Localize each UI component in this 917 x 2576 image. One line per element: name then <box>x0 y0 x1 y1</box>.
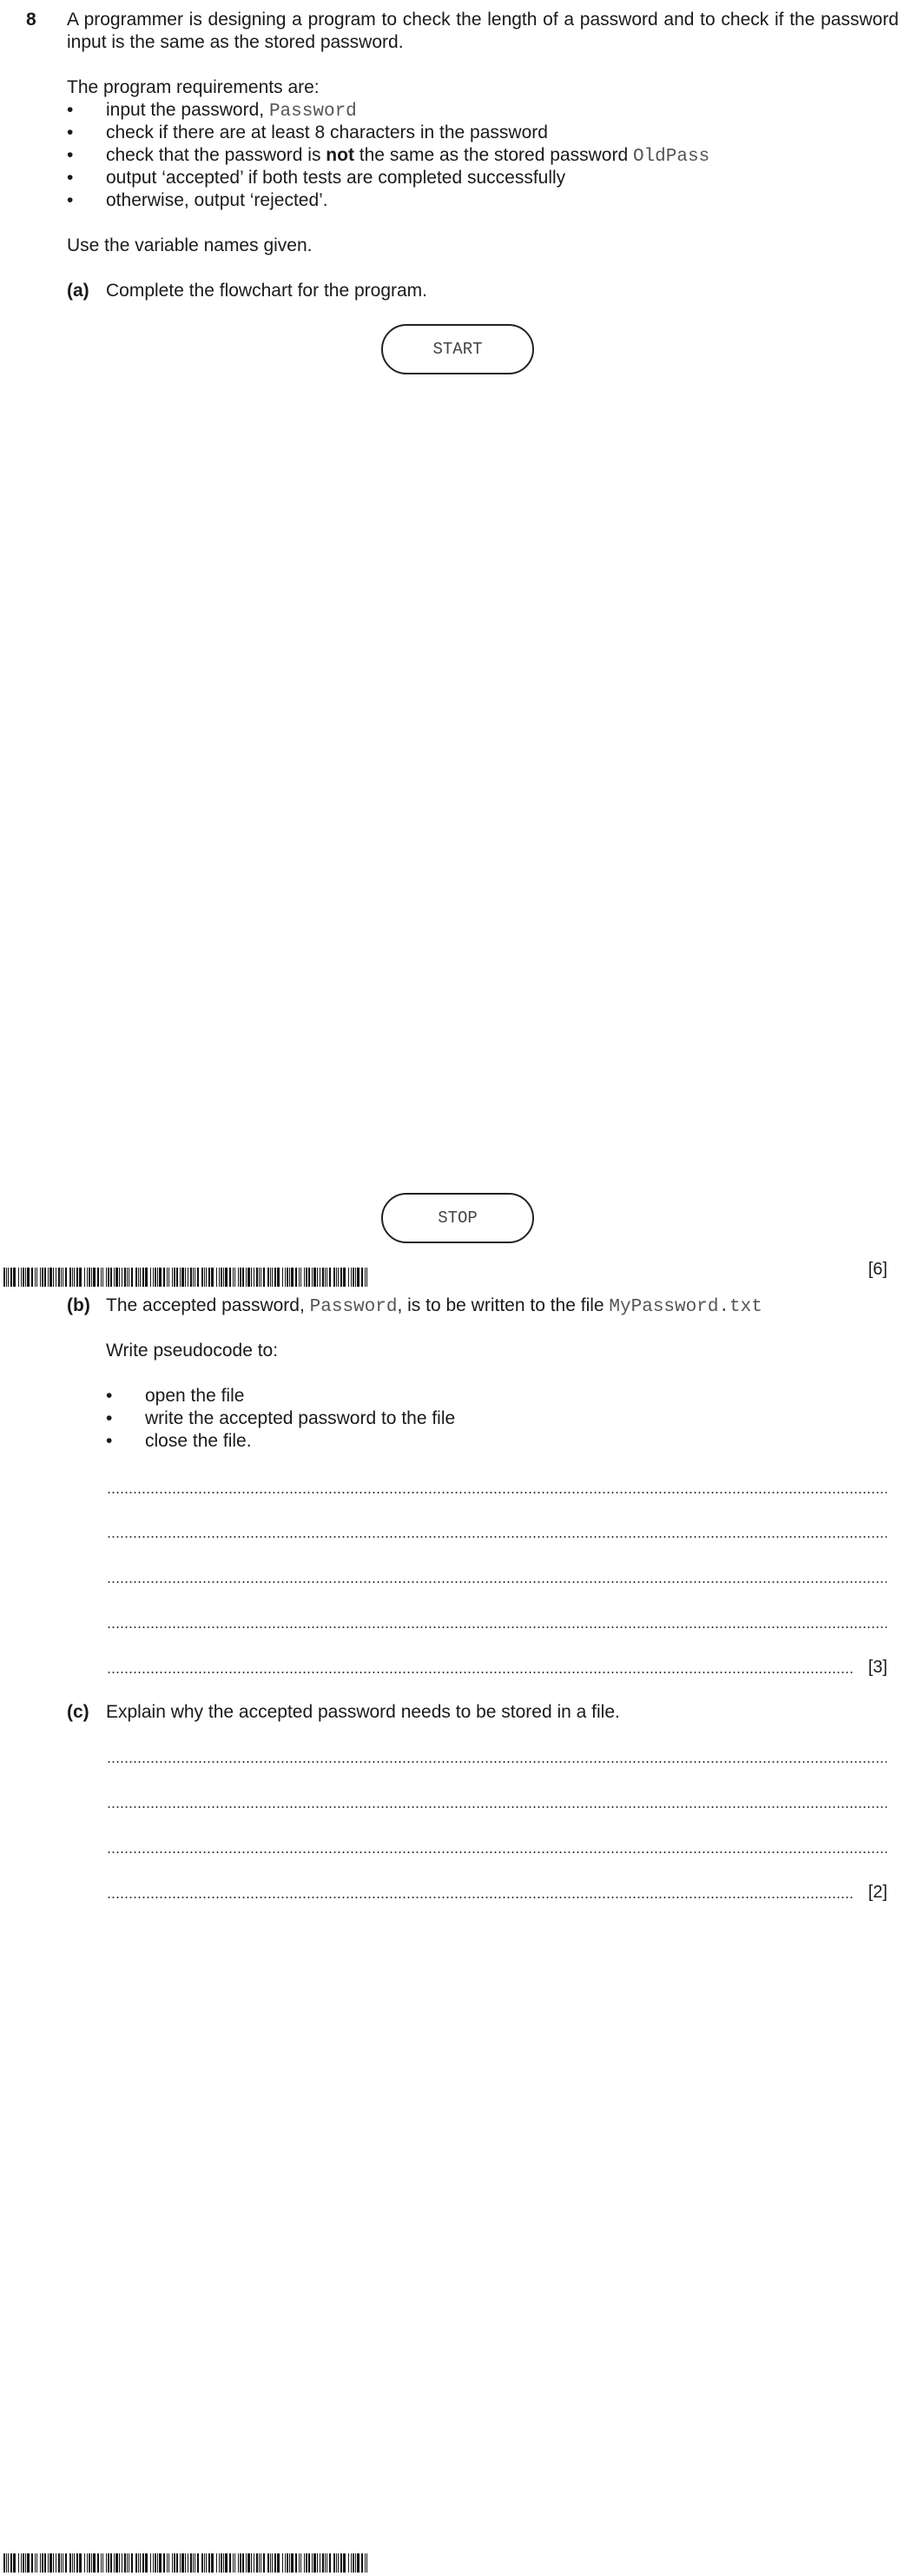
barcode-bar <box>127 2553 128 2573</box>
barcode-bar <box>72 1268 73 1287</box>
barcode-bar <box>140 2553 141 2573</box>
variable-oldpass: OldPass <box>632 147 710 167</box>
requirement-item: • output ‘accepted’ if both tests are completed successfully <box>67 168 566 188</box>
barcode-bar <box>190 2553 192 2573</box>
barcode-bar <box>180 1268 181 1287</box>
barcode-bar <box>65 2553 67 2573</box>
variable-password: Password <box>268 102 357 122</box>
requirements-title: The program requirements are: <box>67 77 320 97</box>
question-intro: A programmer is designing a program to check the length of a password and to check if the password input is the same as the stored password. <box>67 10 899 52</box>
requirement-item: • otherwise, output ‘rejected’. <box>67 190 328 210</box>
answer-line[interactable] <box>107 1672 854 1673</box>
barcode-bar <box>270 1268 271 1287</box>
list-item: • close the file. <box>106 1431 252 1451</box>
barcode-bar <box>84 2553 85 2573</box>
barcode-bar <box>21 1268 22 1287</box>
requirement-item: • check that the password is not the same as the stored password OldPass <box>67 145 710 167</box>
barcode-bar <box>259 2553 260 2573</box>
barcode-bar <box>289 1268 290 1287</box>
barcode-bar <box>355 2553 356 2573</box>
barcode-bar <box>61 1268 62 1287</box>
bullet-icon: • <box>67 145 74 165</box>
answer-line[interactable] <box>107 1761 887 1763</box>
barcode-bar <box>312 2553 313 2573</box>
barcode-bar <box>65 1268 67 1287</box>
barcode-bar <box>282 2553 283 2573</box>
requirements-list <box>67 99 709 212</box>
barcode-bar <box>97 1268 99 1287</box>
barcode-bar <box>272 2553 273 2573</box>
barcode-bar <box>102 1268 103 1287</box>
barcode-bar <box>153 2553 154 2573</box>
barcode-bar <box>69 2553 71 2573</box>
barcode-bar <box>108 2553 109 2573</box>
barcode-bar <box>172 2553 173 2573</box>
barcode-bar <box>142 2553 144 2573</box>
answer-line[interactable] <box>107 1581 887 1583</box>
barcode-bar <box>159 2553 162 2573</box>
barcode-bar <box>247 1268 250 1287</box>
barcode-bar <box>267 1268 269 1287</box>
barcode-bar <box>102 2553 103 2573</box>
barcode-bar <box>251 1268 252 1287</box>
barcode-bar <box>197 1268 199 1287</box>
barcode-bar <box>119 1268 120 1287</box>
barcode-bar <box>44 2553 46 2573</box>
barcode-bar <box>53 2553 54 2573</box>
barcode-bar <box>36 2553 37 2573</box>
barcode-bar <box>336 2553 337 2573</box>
barcode-bar <box>167 2553 168 2573</box>
barcode-bar <box>87 1268 88 1287</box>
bullet-icon: • <box>67 190 74 210</box>
barcode-bar <box>8 1268 9 1287</box>
barcode-bar <box>61 2553 62 2573</box>
barcode-bar <box>206 2553 207 2573</box>
barcode-bar <box>185 2553 186 2573</box>
part-a-text: Complete the flowchart for the program. <box>106 281 428 301</box>
barcode-bar <box>238 2553 239 2573</box>
barcode-bar <box>353 1268 354 1287</box>
barcode-bar <box>74 1268 75 1287</box>
part-b-instruction: Write pseudocode to: <box>106 1341 279 1361</box>
barcode-bar <box>366 2553 367 2573</box>
barcode-bar <box>366 1268 367 1287</box>
barcode-bar <box>131 1268 133 1287</box>
barcode-bar <box>333 2553 335 2573</box>
barcode-bar <box>25 2553 26 2573</box>
barcode-bar <box>289 2553 290 2573</box>
barcode-bar <box>79 1268 82 1287</box>
barcode-bar <box>242 2553 244 2573</box>
part-c-marks: [2] <box>868 1883 887 1902</box>
answer-line[interactable] <box>107 1492 887 1493</box>
barcode-bar <box>285 1268 286 1287</box>
barcode-bar <box>35 2553 36 2573</box>
barcode-bar <box>157 1268 158 1287</box>
barcode-bar <box>124 2553 126 2573</box>
barcode-bar <box>277 1268 280 1287</box>
barcode-bar <box>197 2553 199 2573</box>
barcode-bar <box>267 2553 269 2573</box>
barcode-bar <box>208 2553 210 2573</box>
bullet-icon: • <box>106 1431 113 1451</box>
barcode-bar <box>287 1268 288 1287</box>
barcode-bar <box>322 1268 324 1287</box>
barcode-bar <box>204 2553 205 2573</box>
barcode-bar <box>176 1268 178 1287</box>
part-a-label: (a) <box>67 281 89 301</box>
barcode-bar <box>138 1268 139 1287</box>
barcode-bar <box>23 2553 24 2573</box>
barcode-bar <box>308 1268 310 1287</box>
barcode-bar <box>256 2553 258 2573</box>
barcode-bar <box>225 2553 228 2573</box>
barcode-bar <box>23 1268 24 1287</box>
barcode-bar <box>135 1268 137 1287</box>
barcode-bar <box>40 1268 41 1287</box>
barcode-bar <box>48 2553 49 2573</box>
barcode-bar <box>58 1268 60 1287</box>
barcode-bar <box>246 2553 247 2573</box>
barcode-bar <box>365 2553 366 2573</box>
barcode-bar <box>295 1268 297 1287</box>
barcode-bar <box>300 2553 301 2573</box>
barcode-bar <box>10 1268 12 1287</box>
barcode-bar <box>365 1268 366 1287</box>
barcode-bar <box>25 1268 26 1287</box>
barcode-bar <box>219 2553 220 2573</box>
barcode-bar <box>93 2553 96 2573</box>
barcode-bar <box>168 1268 169 1287</box>
variable-password: Password <box>309 1297 398 1317</box>
barcode-bar <box>304 1268 305 1287</box>
bullet-icon: • <box>67 100 74 120</box>
barcode-bar <box>201 1268 203 1287</box>
barcode-bar <box>76 2553 78 2573</box>
barcode-bar <box>263 1268 265 1287</box>
barcode-bar <box>153 1268 154 1287</box>
barcode-bar <box>206 1268 207 1287</box>
part-a-marks: [6] <box>868 1260 887 1279</box>
part-c-label: (c) <box>67 1702 89 1722</box>
barcode-bar <box>119 2553 120 2573</box>
barcode-bar <box>157 2553 158 2573</box>
barcode-bar <box>27 2553 30 2573</box>
barcode-bar <box>168 2553 169 2573</box>
barcode-bar <box>18 1268 19 1287</box>
barcode-bar <box>176 2553 178 2573</box>
barcode-bar <box>240 1268 241 1287</box>
question-number: 8 <box>26 10 36 30</box>
barcode-bar <box>361 1268 363 1287</box>
barcode-bar <box>91 1268 92 1287</box>
barcode-bar <box>167 1268 168 1287</box>
barcode-bar <box>110 2553 112 2573</box>
barcode-bar <box>299 1268 300 1287</box>
barcode-bar <box>216 2553 217 2573</box>
barcode-bar <box>221 2553 222 2573</box>
barcode-bar <box>44 1268 46 1287</box>
barcode-bar <box>84 1268 85 1287</box>
barcode-bar <box>313 2553 316 2573</box>
barcode-bar <box>72 2553 73 2573</box>
barcode-bar <box>155 2553 156 2573</box>
part-b-text: The accepted password, Password, is to be written to the file MyPassword.txt <box>106 1295 762 1317</box>
barcode-bar <box>135 2553 137 2573</box>
barcode-bar <box>101 2553 102 2573</box>
barcode-bar <box>6 2553 7 2573</box>
barcode-bar <box>115 1268 118 1287</box>
barcode-bar <box>174 1268 175 1287</box>
barcode-bar <box>285 2553 286 2573</box>
barcode-bar <box>48 1268 49 1287</box>
barcode-bar <box>155 1268 156 1287</box>
barcode-bar <box>325 2553 326 2573</box>
barcode-bar <box>300 1268 301 1287</box>
barcode-bar <box>351 2553 352 2573</box>
barcode-bar <box>274 1268 276 1287</box>
barcode-bar <box>219 1268 220 1287</box>
bullet-icon: • <box>67 123 74 142</box>
barcode-bar <box>223 2553 224 2573</box>
barcode-bar <box>131 2553 133 2573</box>
barcode-bar <box>240 2553 241 2573</box>
barcode-bar <box>317 1268 318 1287</box>
barcode-bar <box>13 1268 16 1287</box>
barcode-bar <box>329 2553 331 2573</box>
barcode-bar <box>97 2553 99 2573</box>
barcode-bar <box>234 1268 235 1287</box>
flowchart-start-terminator: START <box>381 324 534 374</box>
answer-line[interactable] <box>107 1897 854 1898</box>
answer-line[interactable] <box>107 1536 887 1538</box>
barcode-bar <box>208 1268 210 1287</box>
barcode-bar <box>180 2553 181 2573</box>
barcode-bar <box>87 2553 88 2573</box>
barcode-bar <box>124 1268 126 1287</box>
barcode-bar <box>322 2553 324 2573</box>
variable-note: Use the variable names given. <box>67 235 313 255</box>
barcode-bar <box>317 2553 318 2573</box>
barcode-bar <box>3 2553 5 2573</box>
barcode-bar <box>247 2553 250 2573</box>
page-barcode <box>3 1268 372 1287</box>
barcode-bar <box>348 2553 349 2573</box>
answer-line[interactable] <box>107 1851 887 1853</box>
barcode-bar <box>355 1268 356 1287</box>
barcode-bar <box>229 2553 231 2573</box>
barcode-bar <box>150 1268 151 1287</box>
barcode-bar <box>251 2553 252 2573</box>
barcode-bar <box>110 1268 112 1287</box>
barcode-bar <box>299 2553 300 2573</box>
barcode-bar <box>343 1268 346 1287</box>
barcode-bar <box>193 1268 194 1287</box>
barcode-bar <box>101 1268 102 1287</box>
barcode-bar <box>353 2553 354 2573</box>
barcode-bar <box>89 1268 90 1287</box>
barcode-bar <box>216 1268 217 1287</box>
barcode-bar <box>201 2553 203 2573</box>
part-b-marks: [3] <box>868 1658 887 1677</box>
barcode-bar <box>138 2553 139 2573</box>
barcode-bar <box>69 1268 71 1287</box>
barcode-bar <box>115 2553 118 2573</box>
barcode-bar <box>31 1268 33 1287</box>
requirement-item: • check if there are at least 8 characters in the password <box>67 123 548 142</box>
barcode-bar <box>329 1268 331 1287</box>
barcode-bar <box>145 1268 148 1287</box>
barcode-bar <box>181 2553 184 2573</box>
barcode-bar <box>13 2553 16 2573</box>
barcode-bar <box>348 1268 349 1287</box>
barcode-bar <box>234 2553 235 2573</box>
barcode-bar <box>174 2553 175 2573</box>
barcode-bar <box>306 1268 307 1287</box>
barcode-bar <box>140 1268 141 1287</box>
barcode-bar <box>270 2553 271 2573</box>
barcode-bar <box>238 1268 239 1287</box>
barcode-bar <box>304 2553 305 2573</box>
barcode-bar <box>287 2553 288 2573</box>
barcode-bar <box>21 2553 22 2573</box>
barcode-bar <box>211 1268 214 1287</box>
barcode-bar <box>108 1268 109 1287</box>
barcode-bar <box>225 1268 228 1287</box>
barcode-bar <box>336 1268 337 1287</box>
barcode-bar <box>282 1268 283 1287</box>
barcode-bar <box>40 2553 41 2573</box>
barcode-bar <box>295 2553 297 2573</box>
barcode-bar <box>18 2553 19 2573</box>
flowchart-stop-terminator: STOP <box>381 1193 534 1243</box>
barcode-bar <box>357 1268 360 1287</box>
barcode-bar <box>53 1268 54 1287</box>
barcode-bar <box>193 2553 194 2573</box>
barcode-bar <box>223 1268 224 1287</box>
barcode-bar <box>277 2553 280 2573</box>
bullet-icon: • <box>67 168 74 188</box>
barcode-bar <box>361 2553 363 2573</box>
barcode-bar <box>3 1268 5 1287</box>
barcode-bar <box>6 1268 7 1287</box>
barcode-bar <box>263 2553 265 2573</box>
barcode-bar <box>272 1268 273 1287</box>
barcode-bar <box>357 2553 360 2573</box>
barcode-bar <box>49 1268 52 1287</box>
barcode-bar <box>221 1268 222 1287</box>
barcode-bar <box>127 1268 128 1287</box>
part-c-text: Explain why the accepted password needs to be stored in a file. <box>106 1702 620 1722</box>
barcode-bar <box>79 2553 82 2573</box>
part-b-label: (b) <box>67 1295 90 1315</box>
barcode-bar <box>233 1268 234 1287</box>
list-item: • open the file <box>106 1386 245 1406</box>
barcode-bar <box>325 1268 326 1287</box>
barcode-bar <box>306 2553 307 2573</box>
barcode-bar <box>233 2553 234 2573</box>
barcode-bar <box>106 1268 107 1287</box>
barcode-bar <box>10 2553 12 2573</box>
barcode-bar <box>259 1268 260 1287</box>
barcode-bar <box>172 1268 173 1287</box>
requirement-item: • input the password, Password <box>67 100 357 122</box>
barcode-bar <box>8 2553 9 2573</box>
barcode-bar <box>114 2553 115 2573</box>
barcode-bar <box>185 1268 186 1287</box>
filename: MyPassword.txt <box>609 1297 762 1317</box>
barcode-bar <box>242 1268 244 1287</box>
barcode-bar <box>256 1268 258 1287</box>
barcode-bar <box>211 2553 214 2573</box>
barcode-bar <box>142 1268 144 1287</box>
bullet-icon: • <box>106 1408 113 1428</box>
answer-line[interactable] <box>107 1626 887 1628</box>
barcode-bar <box>93 1268 96 1287</box>
barcode-bar <box>150 2553 151 2573</box>
barcode-bar <box>163 2553 165 2573</box>
barcode-bar <box>58 2553 60 2573</box>
barcode-bar <box>308 2553 310 2573</box>
barcode-bar <box>91 2553 92 2573</box>
barcode-bar <box>343 2553 346 2573</box>
barcode-bar <box>291 2553 294 2573</box>
barcode-bar <box>312 1268 313 1287</box>
barcode-bar <box>76 1268 78 1287</box>
part-b-list <box>106 1385 455 1453</box>
barcode-bar <box>340 2553 342 2573</box>
barcode-bar <box>246 1268 247 1287</box>
barcode-bar <box>49 2553 52 2573</box>
barcode-bar <box>229 1268 231 1287</box>
barcode-bar <box>36 1268 37 1287</box>
barcode-bar <box>74 2553 75 2573</box>
barcode-bar <box>338 1268 339 1287</box>
barcode-bar <box>42 2553 43 2573</box>
barcode-bar <box>163 1268 165 1287</box>
barcode-bar <box>313 1268 316 1287</box>
barcode-bar <box>31 2553 33 2573</box>
page-barcode <box>3 2553 372 2573</box>
barcode-bar <box>333 1268 335 1287</box>
answer-line[interactable] <box>107 1806 887 1808</box>
barcode-bar <box>159 1268 162 1287</box>
barcode-bar <box>89 2553 90 2573</box>
barcode-bar <box>190 1268 192 1287</box>
barcode-bar <box>114 1268 115 1287</box>
barcode-bar <box>35 1268 36 1287</box>
barcode-bar <box>145 2553 148 2573</box>
barcode-bar <box>181 1268 184 1287</box>
barcode-bar <box>27 1268 30 1287</box>
bullet-icon: • <box>106 1386 113 1406</box>
barcode-bar <box>351 1268 352 1287</box>
list-item: • write the accepted password to the file <box>106 1408 456 1428</box>
barcode-bar <box>42 1268 43 1287</box>
barcode-bar <box>340 1268 342 1287</box>
barcode-bar <box>274 2553 276 2573</box>
barcode-bar <box>338 2553 339 2573</box>
barcode-bar <box>204 1268 205 1287</box>
barcode-bar <box>106 2553 107 2573</box>
barcode-bar <box>291 1268 294 1287</box>
